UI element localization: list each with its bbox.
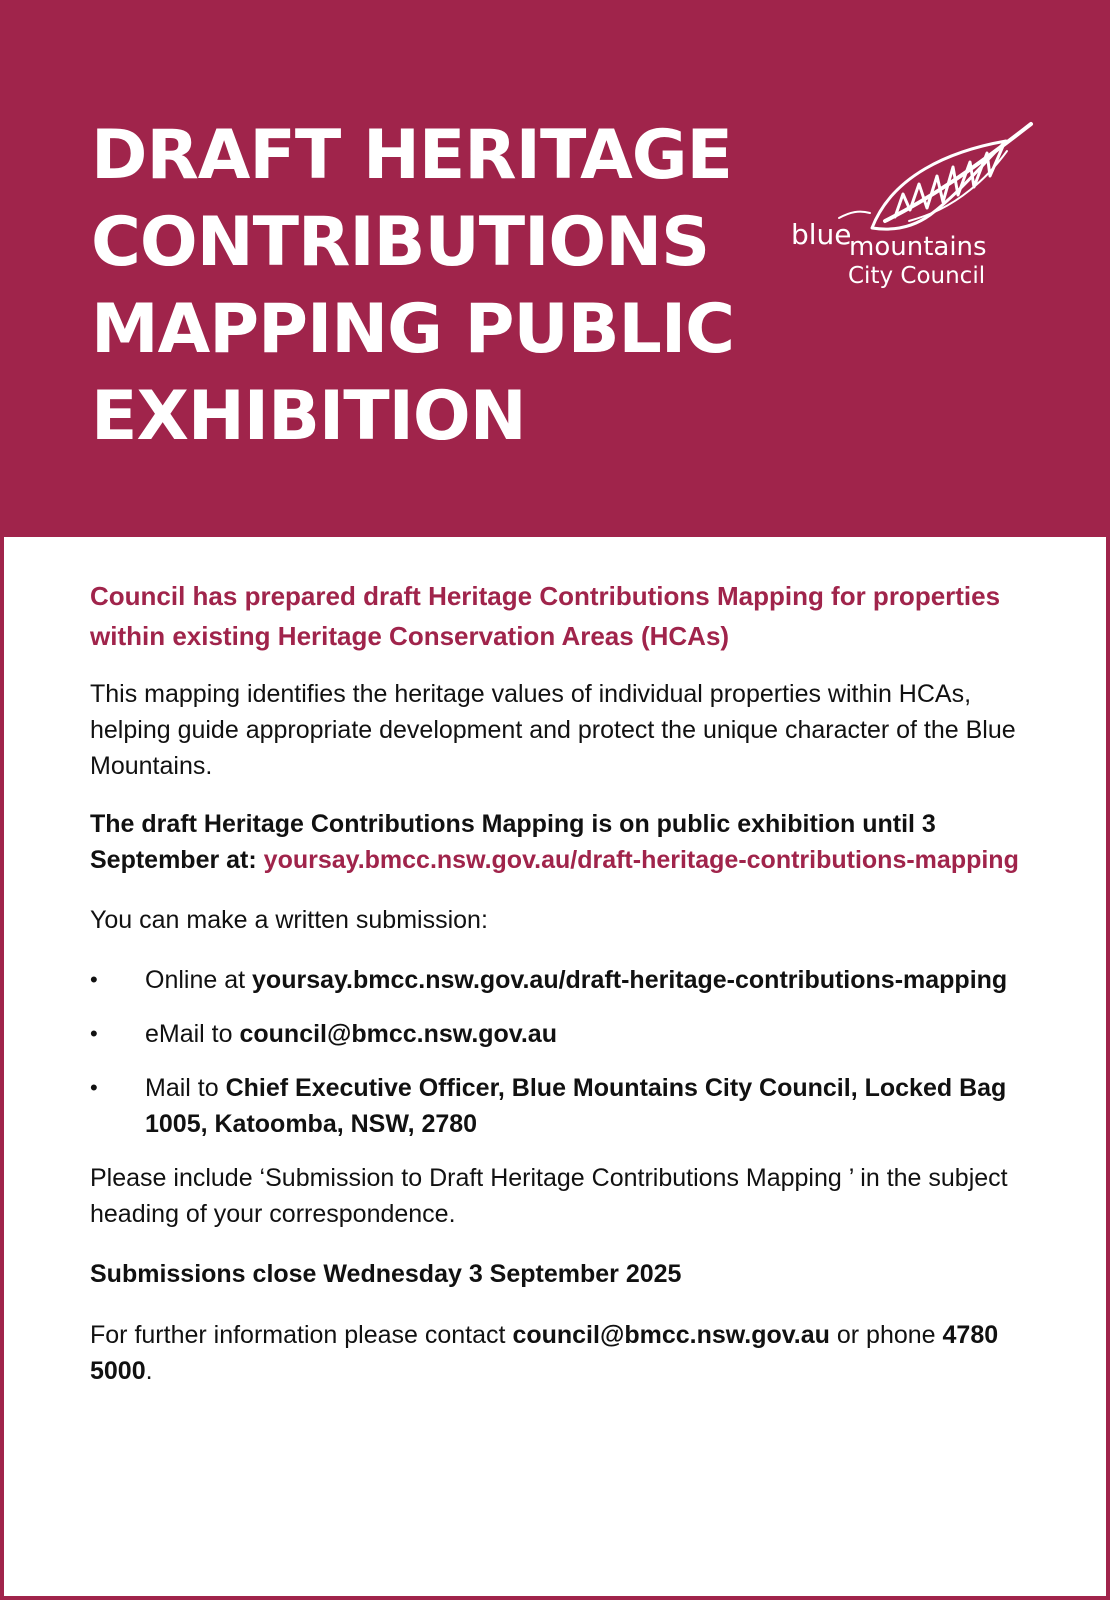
- logo-mountains-text: mountains: [849, 232, 987, 262]
- contact-middle: or phone: [829, 1321, 943, 1349]
- submission-methods: [90, 962, 1040, 1142]
- submissions-close-date: Submissions close Wednesday 3 September 2025: [90, 1260, 682, 1288]
- contact-prefix: For further information please contact: [90, 1321, 513, 1349]
- logo-city-council-text: City Council: [848, 263, 986, 289]
- public-exhibition-details: [90, 806, 1040, 878]
- contact-suffix: .: [145, 1357, 153, 1385]
- exhibition-text: The draft Heritage Contributions Mapping is on public exhibition until 3 September at:: [90, 810, 936, 874]
- method-prefix: eMail to: [145, 1020, 240, 1048]
- contact-phone-link[interactable]: 4780 5000: [90, 1321, 999, 1385]
- online-submission-link[interactable]: yoursay.bmcc.nsw.gov.au/draft-heritage-contributions-mapping: [252, 966, 1008, 994]
- method-prefix: Online at: [145, 966, 253, 994]
- logo-blue-text: blue: [791, 218, 852, 251]
- notice-header: [4, 4, 1110, 537]
- mapping-description: This mapping identifies the heritage values of individual properties within HCAs, helping guide appropriate development and protect the unique character of the Blue Mountains.: [90, 680, 1016, 780]
- postal-address: Chief Executive Officer, Blue Mountains City Council, Locked Bag 1005, Katoomba, NSW, 2780: [145, 1074, 1007, 1138]
- submission-instructions: You can make a written submission:: [90, 906, 488, 934]
- online-submission-method: [90, 962, 1040, 998]
- notice-title: [91, 112, 781, 460]
- notice-title-line: MAPPING PUBLIC: [91, 290, 735, 369]
- notice-title-line: CONTRIBUTIONS: [91, 203, 710, 282]
- subject-heading-instruction: Please include ‘Submission to Draft Heritage Contributions Mapping ’ in the subject heading of your correspondence.: [90, 1164, 1008, 1228]
- bullet-icon: •: [90, 967, 98, 992]
- bullet-icon: •: [90, 1075, 98, 1100]
- blue-mountains-city-council-logo-graphic: [791, 122, 1059, 297]
- mail-submission-method: [90, 1070, 1040, 1142]
- intro-heading: Council has prepared draft Heritage Contributions Mapping for properties within existing Heritage Conservation Areas (HCAs): [90, 581, 1001, 651]
- notice-title-line: EXHIBITION: [91, 377, 526, 456]
- leaf-icon: [839, 124, 1031, 229]
- contact-email-link[interactable]: council@bmcc.nsw.gov.au: [512, 1321, 830, 1349]
- blue-mountains-city-council-logo: [791, 122, 1059, 297]
- notice-content: [90, 576, 1040, 1413]
- exhibition-link[interactable]: yoursay.bmcc.nsw.gov.au/draft-heritage-contributions-mapping: [263, 846, 1019, 874]
- method-prefix: Mail to: [145, 1074, 226, 1102]
- email-submission-method: [90, 1016, 1040, 1052]
- council-email-link[interactable]: council@bmcc.nsw.gov.au: [239, 1020, 557, 1048]
- contact-information: [90, 1317, 1040, 1389]
- bullet-icon: •: [90, 1021, 98, 1046]
- notice-title-line: DRAFT HERITAGE: [91, 116, 732, 195]
